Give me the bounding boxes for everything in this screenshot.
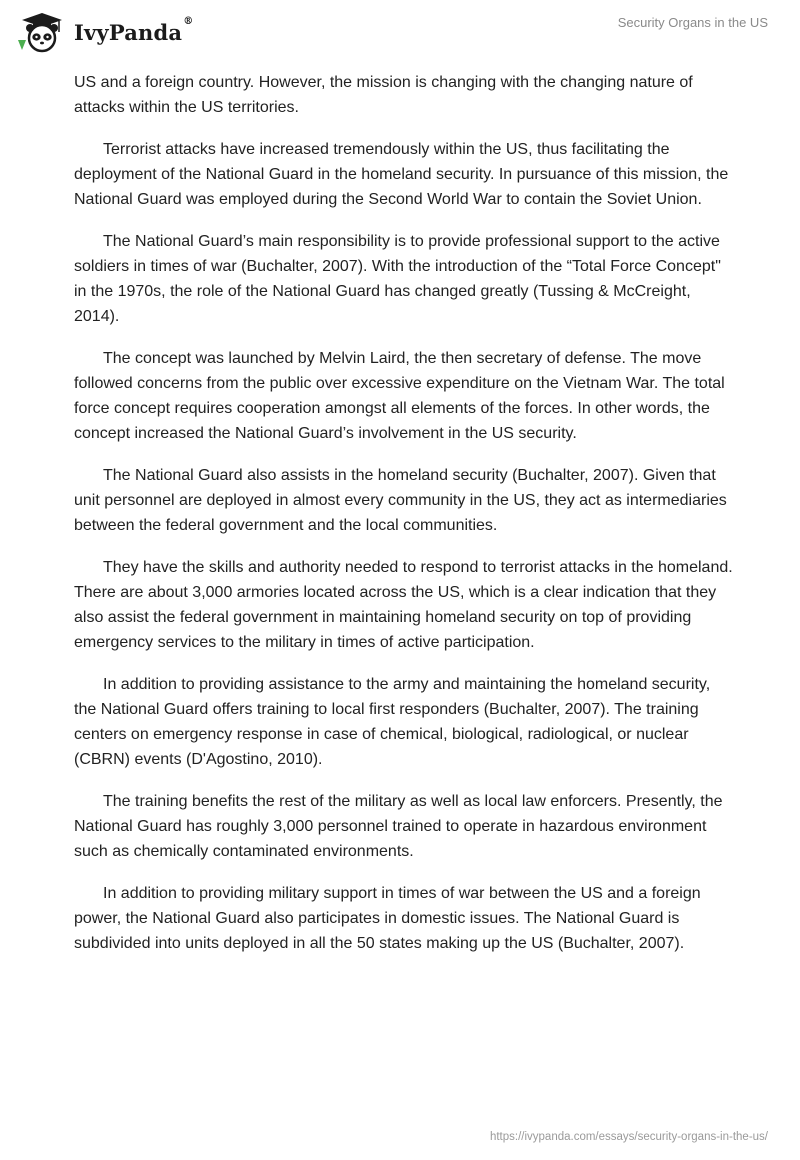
paragraph: Terrorist attacks have increased tremendously within the US, thus facilitating the deployment of the National Guard in the homeland security. In pursuance of this mission, the National Guard was employed during the Second World War to contain the Soviet Union. [74,141,729,208]
brand-name: IvyPanda® [74,15,194,45]
paragraph: US and a foreign country. However, the mission is changing with the changing nature of attacks within the US territories. [74,74,693,116]
paragraph: The National Guard’s main responsibility is to provide professional support to the active soldiers in times of war (Buchalter, 2007). With the introduction of the “Total Force Concept" in the 1970s, the role of the National Guard has changed greatly (Tussing & McCreight, 2014). [74,233,721,325]
paragraph: In addition to providing military support in times of war between the US and a foreign power, the National Guard also participates in domestic issues. The National Guard is subdivided into units deployed in all the 50 states making up the US (Buchalter, 2007). [74,885,701,952]
registered-mark: ® [183,15,194,27]
paragraph: In addition to providing assistance to the army and maintaining the homeland security, the National Guard offers training to local first responders (Buchalter, 2007). The training centers on emergency response in case of chemical, biological, radiological, or nuclear (CBRN) events (D'Agostino, 2010). [74,676,711,768]
paragraph: The concept was launched by Melvin Laird, the then secretary of defense. The move followed concerns from the public over excessive expenditure on the Vietnam War. The total force concept requires cooperation amongst all elements of the forces. In other words, the concept increased the National Guard’s involvement in the US security. [74,350,725,442]
panda-graduate-icon [14,10,70,54]
document-title: Security Organs in the US [617,15,768,30]
paragraph: They have the skills and authority needed to respond to terrorist attacks in the homeland. There are about 3,000 armories located across the US, which is a clear indication that they also assist the federal government in maintaining homeland security on top of providing emergency services to the military in times of active participation. [74,559,733,651]
page-header [0,0,800,60]
brand-logo[interactable] [14,8,204,56]
paragraph: The National Guard also assists in the homeland security (Buchalter, 2007). Given that unit personnel are deployed in almost every community in the US, they act as intermediaries between the federal government and the local communities. [74,467,727,534]
paragraph: The training benefits the rest of the military as well as local law enforcers. Presently, the National Guard has roughly 3,000 personnel trained to operate in hazardous environment such as chemically contaminated environments. [74,793,723,860]
essay-body [74,70,734,973]
source-url-link[interactable]: https://ivypanda.com/essays/security-organs-in-the-us/ [489,1131,768,1143]
